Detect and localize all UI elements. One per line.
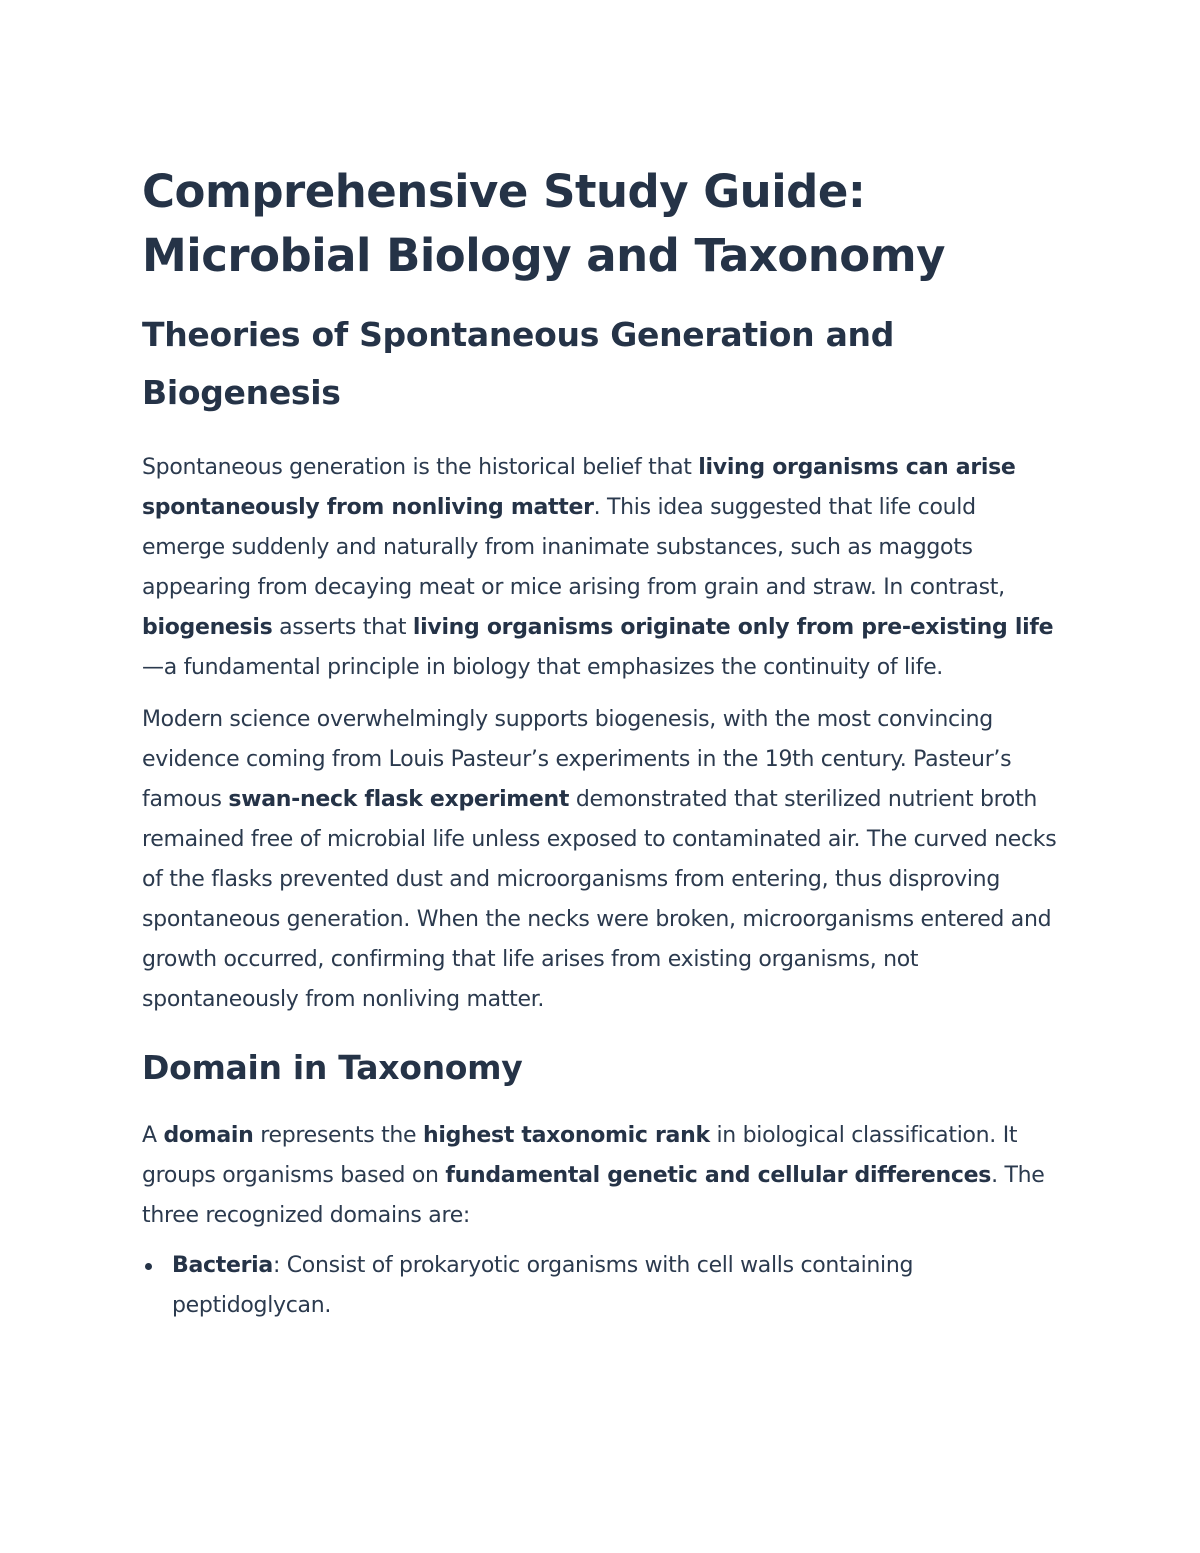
paragraph-pasteur-experiment — [142, 700, 1062, 1020]
text-run: asserts that — [272, 615, 413, 640]
bold-text: highest taxonomic rank — [422, 1123, 710, 1148]
text-run: A — [142, 1123, 164, 1148]
bold-text: domain — [163, 1123, 254, 1148]
document-title: Comprehensive Study Guide: Microbial Biology and Taxonomy — [142, 165, 945, 282]
paragraph-spontaneous-generation — [142, 448, 1062, 688]
text-run: . This idea suggested that life could emerge suddenly and naturally from inanimate substances, such as maggots appearing from decaying meat or mice arising from grain and straw. In contrast, — [142, 495, 1005, 600]
text-run: demonstrated that sterilized nutrient broth remained free of microbial life unless exposed to contaminated air. The curved necks of the flasks prevented dust and microorganisms from entering, thus disproving spontaneous generation. When the necks were broken, microorganisms entered and growth occurred, confirming that life arises from existing organisms, not spontaneously from nonliving matter. — [142, 787, 1057, 1012]
list-item-term: Bacteria — [172, 1253, 273, 1278]
text-run: Spontaneous generation is the historical belief that — [142, 455, 699, 480]
bold-text: biogenesis — [142, 615, 273, 640]
text-run: in biological classification. It groups organisms based on — [142, 1123, 1018, 1188]
bold-text: living organisms originate only from pre-existing life — [412, 615, 1054, 640]
list-item-text: : Consist of prokaryotic organisms with cell walls containing peptidoglycan. — [172, 1253, 914, 1318]
text-run: —a fundamental principle in biology that emphasizes the continuity of life. — [142, 655, 943, 680]
bold-text: living organisms can arise spontaneously from nonliving matter — [142, 455, 1016, 520]
bold-text: fundamental genetic and cellular differences — [445, 1163, 992, 1188]
domain-list — [142, 1246, 1062, 1326]
list-item — [142, 1246, 1062, 1326]
text-run: Modern science overwhelmingly supports biogenesis, with the most convincing evidence coming from Louis Pasteur’s experiments in the 19th century. Pasteur’s famous — [142, 707, 1012, 812]
bullet-icon — [145, 1263, 152, 1270]
section-heading-domain-taxonomy: Domain in Taxonomy — [142, 1048, 523, 1087]
text-run: . The three recognized domains are: — [142, 1163, 1045, 1228]
text-run: represents the — [253, 1123, 423, 1148]
bold-text: swan-neck flask experiment — [228, 787, 570, 812]
section-heading-spontaneous-generation: Theories of Spontaneous Generation and Biogenesis — [142, 315, 895, 412]
paragraph-domain-definition — [142, 1116, 1062, 1236]
document-page — [142, 160, 1062, 1326]
